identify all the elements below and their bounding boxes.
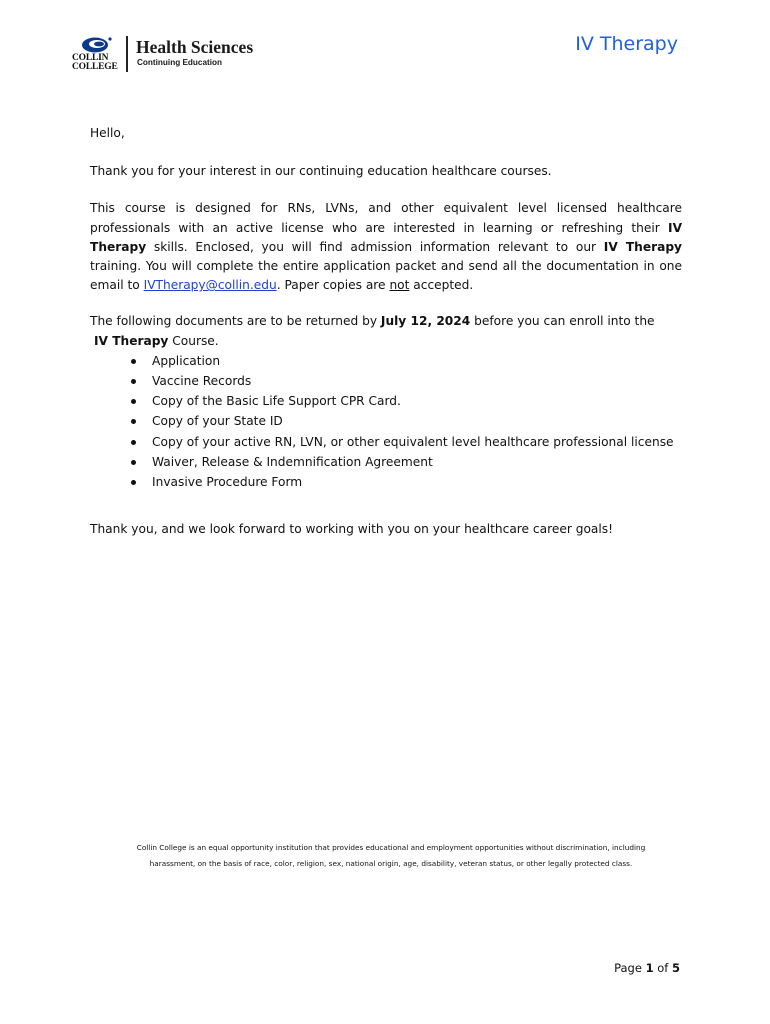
list-item — [128, 432, 682, 452]
logo-divider — [126, 36, 128, 72]
document-name: Copy of your State ID — [152, 414, 283, 429]
documents-intro — [90, 312, 682, 331]
college-emblem-icon — [80, 36, 114, 54]
document-name: Vaccine Records — [152, 374, 252, 389]
closing-line: Thank you, and we look forward to working with you on your healthcare career goals! — [90, 522, 614, 537]
para-text: skills. Enclosed, you will find admission information relevant to our — [146, 239, 604, 254]
document-name: Invasive Procedure Form — [152, 475, 303, 490]
document-name: Copy of the Basic Life Support CPR Card. — [152, 394, 401, 409]
bullet-icon — [131, 379, 136, 384]
college-name: COLLIN COLLEGE — [72, 53, 118, 72]
course-line-text: Course. — [168, 333, 219, 348]
course-description-paragraph — [90, 199, 682, 295]
list-item — [128, 391, 682, 411]
bullet-icon — [131, 359, 136, 364]
college-mark — [72, 34, 122, 74]
greeting: Hello, — [90, 126, 125, 140]
required-documents-list — [90, 351, 682, 492]
para-text: . Paper copies are — [276, 278, 390, 293]
course-name-bold: IV Therapy — [90, 220, 682, 254]
bullet-icon — [131, 440, 136, 445]
collin-college-logo — [72, 34, 282, 74]
email-link[interactable]: IVTherapy@collin.edu — [143, 278, 277, 293]
document-name: Copy of your active RN, LVN, or other equivalent level healthcare professional license — [152, 434, 674, 449]
intro-text: The following documents are to be returned by — [90, 314, 381, 329]
document-name: Waiver, Release & Indemnification Agreement — [152, 454, 433, 469]
deadline-date: July 12, 2024 — [380, 314, 471, 329]
eeo-line: harassment, on the basis of race, color, religion, sex, national origin, age, disability, veteran status, or other legally protected class. — [149, 859, 633, 868]
list-item — [128, 351, 682, 371]
course-line — [90, 332, 682, 351]
list-item — [128, 371, 682, 391]
list-item — [128, 452, 682, 472]
para-text: training. You will complete the entire application packet and send all the documentation in one email to — [90, 259, 682, 293]
course-name-bold: IV Therapy — [94, 333, 169, 348]
bullet-icon — [131, 419, 136, 424]
page-number — [614, 961, 680, 975]
thanks-line: Thank you for your interest in our continuing education healthcare courses. — [90, 164, 552, 179]
equal-opportunity-statement — [98, 840, 684, 872]
page-of: of — [653, 961, 672, 975]
document-title: IV Therapy — [575, 33, 678, 55]
logo-title: Health Sciences — [136, 37, 254, 57]
para-text: This course is designed for RNs, LVNs, and other equivalent level licensed healthcare professionals with an active license who are interested in learning or refreshing their — [90, 201, 682, 235]
para-text: accepted. — [409, 278, 474, 293]
bullet-icon — [131, 480, 136, 485]
page-label: Page — [614, 961, 646, 975]
intro-text: before you can enroll into the — [470, 314, 655, 329]
underlined-word: not — [389, 278, 410, 293]
list-item — [128, 411, 682, 431]
letter-body — [90, 124, 682, 539]
course-name-bold: IV Therapy — [603, 239, 682, 254]
list-item — [128, 472, 682, 492]
logo-subtitle: Continuing Education — [137, 58, 223, 67]
eeo-line: Collin College is an equal opportunity institution that provides educational and employment opportunities without discrimination, including — [136, 843, 646, 852]
bullet-icon — [131, 399, 136, 404]
page-total: 5 — [671, 961, 680, 975]
bullet-icon — [131, 460, 136, 465]
document-name: Application — [152, 353, 221, 368]
page-current: 1 — [645, 961, 654, 975]
